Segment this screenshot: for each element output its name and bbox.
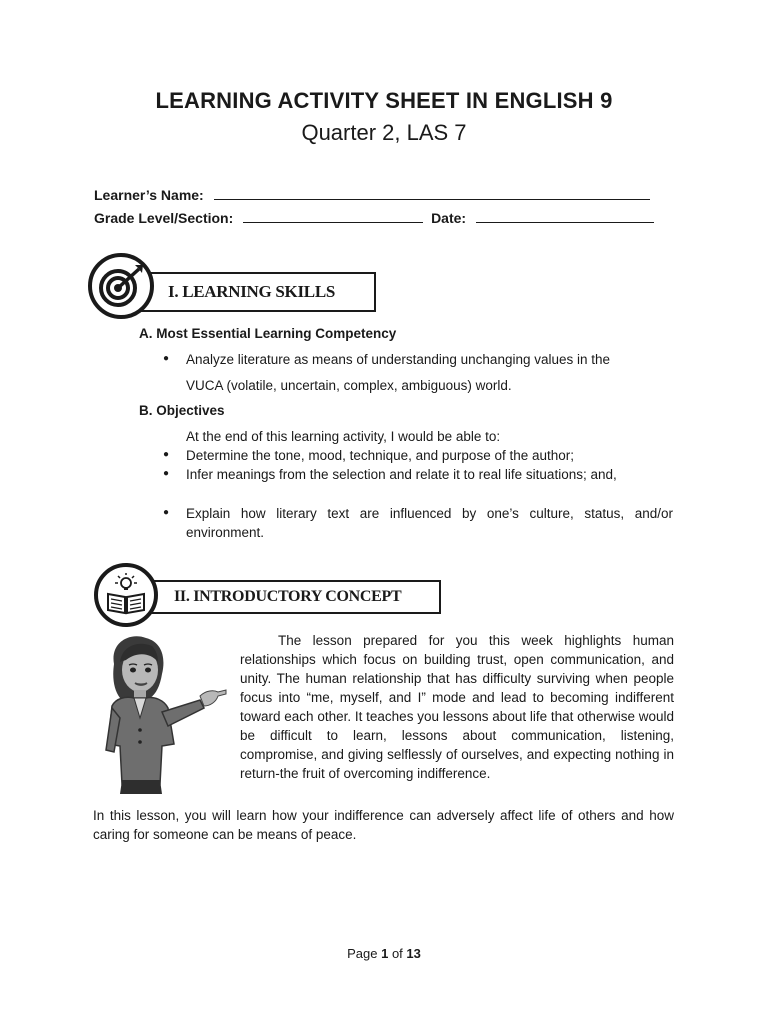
competency-line-1: Analyze literature as means of understanding unchanging values in the <box>186 352 611 367</box>
target-icon <box>88 253 154 319</box>
section-learning-skills-header <box>118 272 376 312</box>
bullet-icon: ● <box>163 507 170 518</box>
date-label: Date: <box>431 210 467 226</box>
objectives-intro: At the end of this learning activity, I would be able to: <box>186 429 501 444</box>
intro-paragraph-1: The lesson prepared for you this week highlights human relationships which focus on building trust, open communication, and unity. The human relationship that has difficulty surviving when people focus into “me, myself, and I” mode and lead to becoming indifferent toward each other. It teaches you lessons about life that otherwise would be difficult to learn, lessons about communication, listening, compromise, and giving selflessly of ourselves, and expecting nothing in return-the fruit of overcoming indifference. <box>240 633 674 781</box>
grade-level-label: Grade Level/Section: <box>94 210 234 226</box>
document-subtitle: Quarter 2, LAS 7 <box>301 120 467 145</box>
grade-date-row <box>94 209 654 226</box>
objectives-heading: B. Objectives <box>139 403 225 418</box>
teacher-illustration <box>100 634 232 794</box>
competency-heading: A. Most Essential Learning Competency <box>139 326 397 341</box>
of-word: of <box>391 946 403 961</box>
grade-level-blank[interactable] <box>243 209 423 223</box>
document-title: LEARNING ACTIVITY SHEET IN ENGLISH 9 <box>155 88 613 113</box>
bullet-icon: ● <box>163 353 170 364</box>
date-blank[interactable] <box>476 209 654 223</box>
section-introductory-concept-title: II. INTRODUCTORY CONCEPT <box>174 588 402 605</box>
objective-2: Infer meanings from the selection and relate it to real life situations; and, <box>186 467 617 482</box>
learner-name-blank[interactable] <box>214 186 650 200</box>
page-word: Page <box>347 946 378 961</box>
bullet-icon: ● <box>163 449 170 460</box>
section-introductory-concept-header <box>128 580 441 614</box>
intro-paragraph-2: In this lesson, you will learn how your indifference can adversely affect life of others and how caring for someone can be means of peace. <box>93 808 674 842</box>
page-current: 1 <box>381 946 389 961</box>
bullet-icon: ● <box>163 468 170 479</box>
learner-name-label: Learner’s Name: <box>94 187 204 203</box>
objective-1: Determine the tone, mood, technique, and purpose of the author; <box>186 448 575 463</box>
learner-name-row <box>94 186 650 203</box>
section-learning-skills-title: I. LEARNING SKILLS <box>168 282 336 301</box>
page-footer <box>0 946 768 961</box>
book-lightbulb-icon <box>94 563 158 627</box>
page-total: 13 <box>406 946 421 961</box>
objective-3: Explain how literary text are influenced by one’s culture, status, and/or environment. <box>186 506 673 540</box>
competency-line-2: VUCA (volatile, uncertain, complex, ambiguous) world. <box>186 378 512 393</box>
